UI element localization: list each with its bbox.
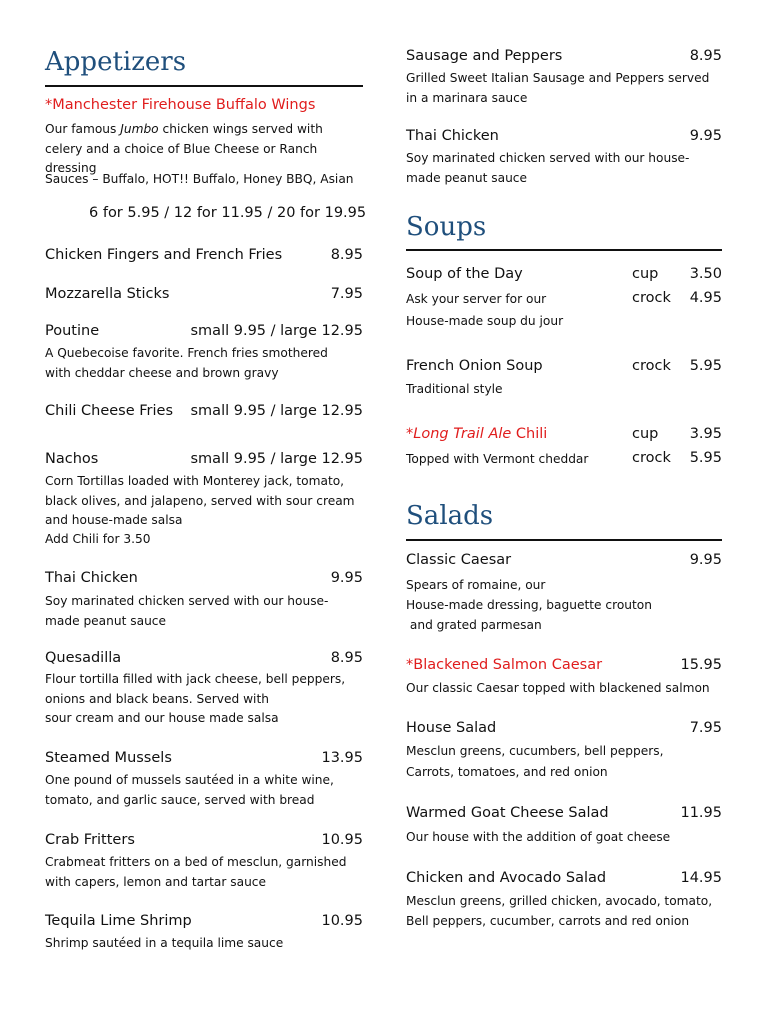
mozzarella-name: Mozzarella Sticks [45, 286, 170, 302]
caesar-name: Classic Caesar [406, 552, 512, 568]
thai-chicken-right-desc: Soy marinated chicken served with our house-made peanut sauce [406, 151, 690, 185]
sausage-price: 8.95 [689, 48, 722, 64]
french-onion-crock-label: crock [632, 358, 671, 374]
caesar-desc-2: House-made dressing, baguette crouton [406, 598, 652, 612]
avocado-desc: Mesclun greens, grilled chicken, avocado, tomato, [406, 894, 713, 908]
goat-desc: Our house with the addition of goat cheese [406, 830, 671, 844]
poutine-desc: A Quebecoise favorite. French fries smothered with cheddar cheese and brown gravy [45, 346, 328, 380]
soup-day-desc: Ask your server for our [406, 292, 547, 306]
chili-cup-price: 3.95 [689, 426, 722, 442]
nachos-name: Nachos [45, 451, 99, 467]
thai-chicken-price: 9.95 [330, 570, 363, 586]
chili-crock-label: crock [632, 450, 671, 466]
wings-name: *Manchester Firehouse Buffalo Wings [45, 97, 316, 113]
wings-sauces: Sauces – Buffalo, HOT!! Buffalo, Honey BBQ, Asian [45, 172, 354, 186]
chili-desc: Topped with Vermont cheddar [406, 452, 589, 466]
shrimp-desc: Shrimp sautéed in a tequila lime sauce [45, 936, 284, 950]
salmon-desc: Our classic Caesar topped with blackened salmon [406, 681, 710, 695]
wings-desc: Our famous Jumbo chicken wings served with celery and a choice of Blue Cheese or Ranch dressing [45, 122, 323, 175]
chili-cup-label: cup [632, 426, 659, 442]
mussels-desc: One pound of mussels sautéed in a white wine, tomato, and garlic sauce, served with bread [45, 773, 334, 807]
chili-fries-name: Chili Cheese Fries [45, 403, 174, 419]
nachos-extra: Add Chili for 3.50 [45, 532, 151, 546]
quesadilla-desc: Flour tortilla filled with jack cheese, bell peppers, onions and black beans. Served with [45, 672, 346, 706]
appetizers-divider [45, 85, 363, 87]
thai-chicken-name: Thai Chicken [45, 570, 138, 586]
salmon-price: 15.95 [680, 657, 722, 673]
goat-name: Warmed Goat Cheese Salad [406, 805, 609, 821]
caesar-desc-3: and grated parmesan [406, 618, 542, 632]
soups-divider [406, 249, 722, 251]
quesadilla-price: 8.95 [330, 650, 363, 666]
thai-chicken-right-price: 9.95 [689, 128, 722, 144]
french-onion-desc: Traditional style [406, 382, 503, 396]
sausage-desc: Grilled Sweet Italian Sausage and Peppers served in a marinara sauce [406, 71, 710, 105]
caesar-price: 9.95 [689, 552, 722, 568]
house-name: House Salad [406, 720, 497, 736]
house-desc: Mesclun greens, cucumbers, bell peppers, [406, 744, 664, 758]
nachos-desc: Corn Tortillas loaded with Monterey jack, tomato, black olives, and jalapeno, served with sour cream and house-made salsa [45, 474, 355, 527]
shrimp-price: 10.95 [321, 913, 363, 929]
soup-day-cup-price: 3.50 [689, 266, 722, 282]
thai-chicken-desc: Soy marinated chicken served with our house-made peanut sauce [45, 594, 329, 628]
sausage-name: Sausage and Peppers [406, 48, 563, 64]
poutine-sizes: small 9.95 / large 12.95 [190, 323, 363, 339]
crab-desc: Crabmeat fritters on a bed of mesclun, garnished with capers, lemon and tartar sauce [45, 855, 347, 889]
french-onion-name: French Onion Soup [406, 358, 543, 374]
salmon-name: *Blackened Salmon Caesar [406, 657, 603, 673]
chicken-fingers-price: 8.95 [330, 247, 363, 263]
nachos-sizes: small 9.95 / large 12.95 [190, 451, 363, 467]
soup-day-crock-label: crock [632, 290, 671, 306]
wings-pricing: 6 for 5.95 / 12 for 11.95 / 20 for 19.95 [89, 205, 367, 221]
salads-divider [406, 539, 722, 541]
soup-day-crock-price: 4.95 [689, 290, 722, 306]
avocado-name: Chicken and Avocado Salad [406, 870, 607, 886]
french-onion-crock-price: 5.95 [689, 358, 722, 374]
soups-heading: Soups [406, 212, 487, 242]
soup-day-desc-2: House-made soup du jour [406, 314, 564, 328]
caesar-desc: Spears of romaine, our [406, 578, 546, 592]
chili-crock-price: 5.95 [689, 450, 722, 466]
thai-chicken-right-name: Thai Chicken [406, 128, 499, 144]
shrimp-name: Tequila Lime Shrimp [45, 913, 192, 929]
quesadilla-desc-2: sour cream and our house made salsa [45, 711, 279, 725]
mozzarella-price: 7.95 [330, 286, 363, 302]
chili-name: *Long Trail Ale Chili [406, 426, 548, 442]
house-price: 7.95 [689, 720, 722, 736]
goat-price: 11.95 [680, 805, 722, 821]
quesadilla-name: Quesadilla [45, 650, 122, 666]
crab-name: Crab Fritters [45, 832, 135, 848]
house-desc-2: Carrots, tomatoes, and red onion [406, 765, 608, 779]
mussels-price: 13.95 [321, 750, 363, 766]
crab-price: 10.95 [321, 832, 363, 848]
mussels-name: Steamed Mussels [45, 750, 172, 766]
avocado-price: 14.95 [680, 870, 722, 886]
avocado-desc-2: Bell peppers, cucumber, carrots and red onion [406, 914, 690, 928]
poutine-name: Poutine [45, 323, 100, 339]
appetizers-heading: Appetizers [45, 47, 187, 77]
soup-day-name: Soup of the Day [406, 266, 523, 282]
soup-day-cup-label: cup [632, 266, 659, 282]
chicken-fingers-name: Chicken Fingers and French Fries [45, 247, 283, 263]
salads-heading: Salads [406, 501, 494, 531]
chili-fries-sizes: small 9.95 / large 12.95 [190, 403, 363, 419]
